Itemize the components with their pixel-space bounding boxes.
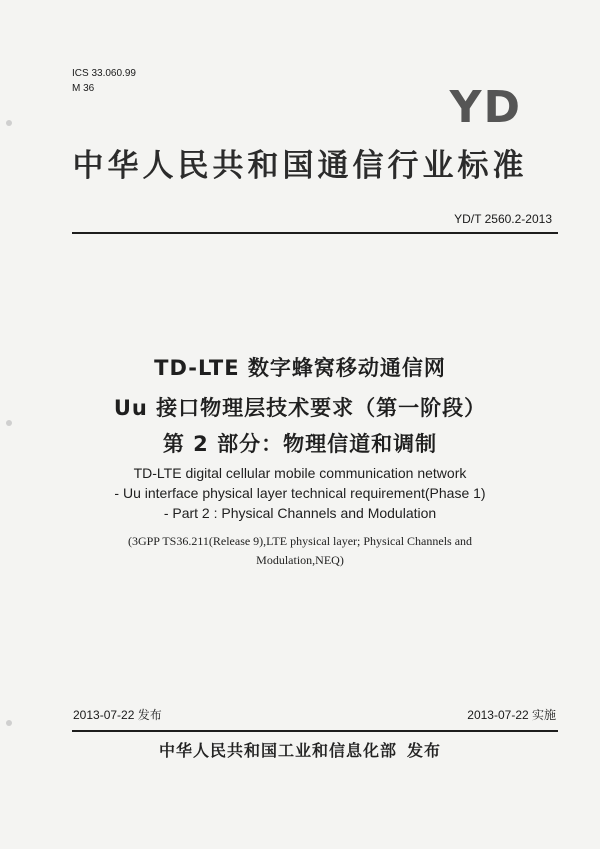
binding-hole [6,420,12,426]
document-number: YD/T 2560.2-2013 [454,212,552,226]
header-divider [72,232,558,234]
title-en-line-1: TD-LTE digital cellular mobile communication network [133,465,467,481]
yd-logo: YD [449,82,522,133]
classification-codes [72,66,136,96]
binding-hole [6,720,12,726]
publish-date: 2013-07-22 发布 [73,708,162,722]
binding-hole [6,120,12,126]
title-cn-line-2: Uu 接口物理层技术要求（第一阶段） [113,396,487,420]
ccs-code: M 36 [72,83,95,94]
equivalence-note-line-1: (3GPP TS36.211(Release 9),LTE physical layer; Physical Channels and [127,534,473,548]
title-cn-line-1: TD-LTE 数字蜂窝移动通信网 [154,356,446,380]
standard-authority-title: 中华人民共和国通信行业标准 [72,148,528,184]
title-en-line-2: - Uu interface physical layer technical requirement(Phase 1) [114,485,486,501]
issuer-name: 中华人民共和国工业和信息化部 [158,741,397,760]
title-en-line-3: - Part 2 : Physical Channels and Modulation [163,505,437,521]
issuer [0,738,600,761]
issuer-suffix: 发布 [407,741,442,760]
ics-code: ICS 33.060.99 [72,68,136,79]
equivalence-note-line-2: Modulation,NEQ) [256,553,344,567]
implement-date: 2013-07-22 实施 [467,708,556,722]
title-cn-line-3: 第 2 部分：物理信道和调制 [162,432,438,456]
footer-divider [72,730,558,732]
